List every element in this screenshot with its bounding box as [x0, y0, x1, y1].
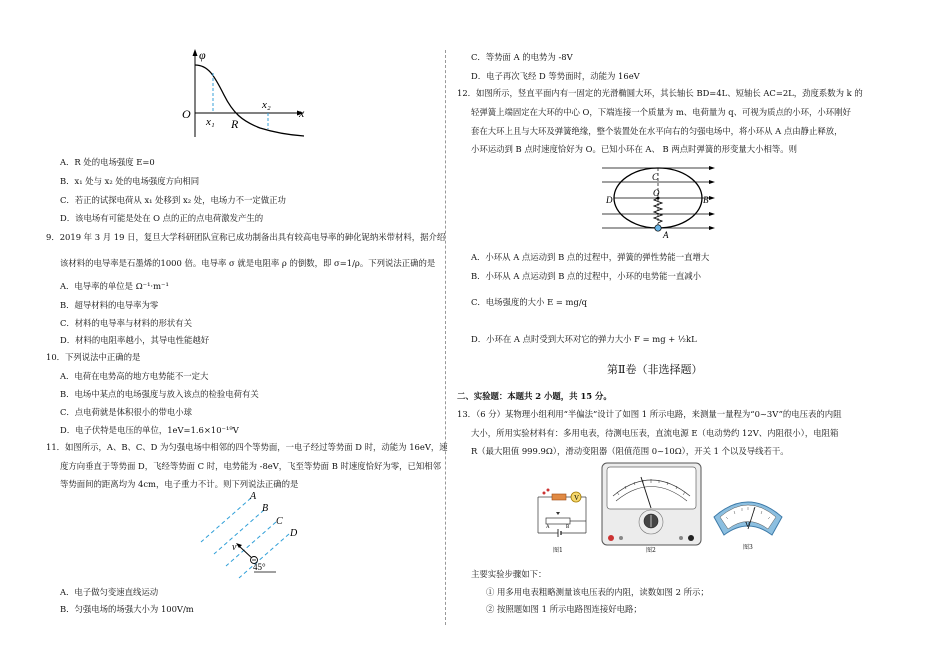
- voltmeter-figure: [712, 495, 784, 540]
- q9-option-b: B．超导材料的电导率为零: [60, 300, 159, 310]
- x1-label: x₁: [206, 116, 215, 128]
- q13-stem-line2: 大小，所用实验材料有：多用电表，待测电压表，直流电源 E（电动势约 12V、内阻很小），电阻箱: [471, 428, 839, 438]
- velocity-label: v: [232, 542, 237, 553]
- fig1-label: 图1: [553, 547, 563, 554]
- label-c-top: C: [652, 172, 659, 182]
- q11-stem-line3: 等势面间的距离均为 4cm，电子重力不计。则下列说法正确的是: [60, 479, 299, 489]
- q13-stem-line3: R（最大阻值 999.9Ω），滑动变阻器（阻值范围 0~10Ω），开关 1 个以及导线若干。: [471, 446, 789, 456]
- fig3-label: 图3: [743, 544, 753, 551]
- label-d-left: D: [606, 195, 613, 205]
- r-label: R: [231, 117, 239, 131]
- resistor-box: [552, 494, 566, 500]
- label-a-bottom: A: [663, 230, 669, 240]
- y-axis-arrow: [193, 49, 198, 56]
- steps-title: 主要实验步骤如下：: [471, 569, 547, 579]
- svg-text:A: A: [546, 525, 550, 530]
- q10-option-d: D．电子伏特是电压的单位，1eV=1.6×10⁻¹⁹V: [60, 425, 239, 435]
- svg-text:V: V: [745, 521, 751, 529]
- equipotential-a: [201, 498, 251, 542]
- q12-stem-line2: 轻弹簧上端固定在大环的中心 O，下端连接一个质量为 m、电荷量为 q、可视为质点的小环，小环刚好: [471, 107, 851, 117]
- label-o: O: [653, 188, 660, 198]
- small-ring: [655, 225, 661, 231]
- q8-option-a: A．R 处的电场强度 E=0: [60, 157, 155, 167]
- q11-stem-line2: 度方向垂直于等势面 D，飞经等势面 C 时，电势能为 -8eV，飞至等势面 B 时速度恰好为零，已知相邻: [60, 461, 442, 471]
- column-divider: [445, 50, 446, 625]
- step-2: ② 按照题如图 1 所示电路图连接好电路；: [486, 604, 642, 614]
- label-b: B: [262, 503, 269, 514]
- q11-option-b: B．匀强电场的场强大小为 100V/m: [60, 604, 194, 614]
- q10-option-b: B．电场中某点的电场强度与放入该点的检验电荷有关: [60, 389, 259, 399]
- q9-option-d: D．材料的电阻率越小，其导电性能越好: [60, 335, 210, 345]
- x2-label: x₂: [262, 99, 271, 111]
- q12-option-c: C．电场强度的大小 E = mg/q: [471, 297, 588, 307]
- equipotential-figure: [196, 490, 306, 580]
- label-c: C: [276, 516, 283, 527]
- q9-stem-line2: 该材料的电导率是石墨烯的1000 倍。电导率 σ 就是电阻率 ρ 的倒数，即 σ=1/ρ。下列说法正确的是: [60, 258, 436, 268]
- q12-option-d: D．小环在 A 点时受到大环对它的弹力大小 F = mg + ½kL: [471, 334, 697, 344]
- y-axis-label: φ: [199, 48, 206, 62]
- q13-stem-line1: 13．（6 分）某物理小组利用“半偏法”设计了如图 1 所示电路，来测量一量程为“0~3V”的电压表的内阻: [457, 409, 842, 419]
- q11-option-d: D．电子再次飞经 D 等势面时，动能为 16eV: [471, 71, 640, 81]
- q10-stem: 10．下列说法中正确的是: [46, 352, 141, 362]
- q8-option-d: D．该电场有可能是处在 O 点的正的点电荷激发产生的: [60, 213, 264, 223]
- q12-option-b: B．小环从 A 点运动到 B 点的过程中，小环的电势能一直减小: [471, 271, 702, 281]
- svg-text:V: V: [574, 494, 580, 502]
- spring: [654, 198, 662, 223]
- q12-stem-line1: 12．如图所示，竖直平面内有一固定的光滑椭圆大环，其长轴长 BD=4L、短轴长 AC=2L，劲度系数为 k 的: [457, 88, 863, 98]
- q8-option-c: C．若正的试探电荷从 x₁ 处移到 x₂ 处，电场力不一定做正功: [60, 195, 286, 205]
- q11-option-a: A．电子做匀变速直线运动: [60, 587, 159, 597]
- q12-option-a: A．小环从 A 点运动到 B 点的过程中，弹簧的弹性势能一直增大: [471, 252, 710, 262]
- origin-label: O: [182, 107, 191, 121]
- q9-stem-line1: 9．2019 年 3 月 19 日，复旦大学科研团队宣称已成功制备出具有较高电导率的砷化铌纳米带材料，据介绍: [46, 232, 446, 242]
- section-subtitle: 二、实验题：本题共 2 小题，共 15 分。: [457, 391, 612, 401]
- q10-option-c: C．点电荷就是体积很小的带电小球: [60, 407, 193, 417]
- svg-text:B: B: [566, 525, 570, 530]
- q9-option-a: A．电导率的单位是 Ω⁻¹·m⁻¹: [60, 281, 169, 291]
- q11-stem-line1: 11．如图所示，A、B、C、D 为匀强电场中相邻的四个等势面，一电子经过等势面 D 时，动能为 16eV，速: [46, 442, 448, 452]
- label-b-right: B: [703, 195, 709, 205]
- angle-label: 45°: [253, 562, 266, 572]
- step-1: ① 用多用电表粗略测量该电压表的内阻，读数如图 2 所示；: [486, 587, 709, 597]
- section-title: 第Ⅱ卷（非选择题）: [607, 363, 703, 376]
- q10-option-a: A．电荷在电势高的地方电势能不一定大: [60, 371, 209, 381]
- ellipse-figure: [602, 162, 717, 240]
- label-a: A: [250, 491, 257, 502]
- q12-stem-line3: 套在大环上且与大环及弹簧绝缘，整个装置处在水平向右的匀强电场中，将小环从 A 点由静止释放，: [471, 126, 843, 136]
- q9-option-c: C．材料的电导率与材料的形状有关: [60, 318, 193, 328]
- multimeter-figure: [601, 462, 702, 547]
- q8-option-b: B．x₁ 处与 x₂ 处的电场强度方向相同: [60, 176, 200, 186]
- fig2-label: 图2: [646, 547, 656, 554]
- q11-option-c: C．等势面 A 的电势为 -8V: [471, 52, 573, 62]
- rheostat: [546, 518, 570, 524]
- x-axis-label: x: [299, 106, 305, 120]
- potential-graph: [178, 45, 313, 145]
- dial-window: [607, 467, 696, 509]
- q12-stem-line4: 小环运动到 B 点时速度恰好为 O。已知小环在 A、 B 两点时弹簧的形变量大小相等。则: [471, 144, 797, 154]
- label-d: D: [290, 528, 298, 539]
- circuit-figure: [532, 485, 592, 545]
